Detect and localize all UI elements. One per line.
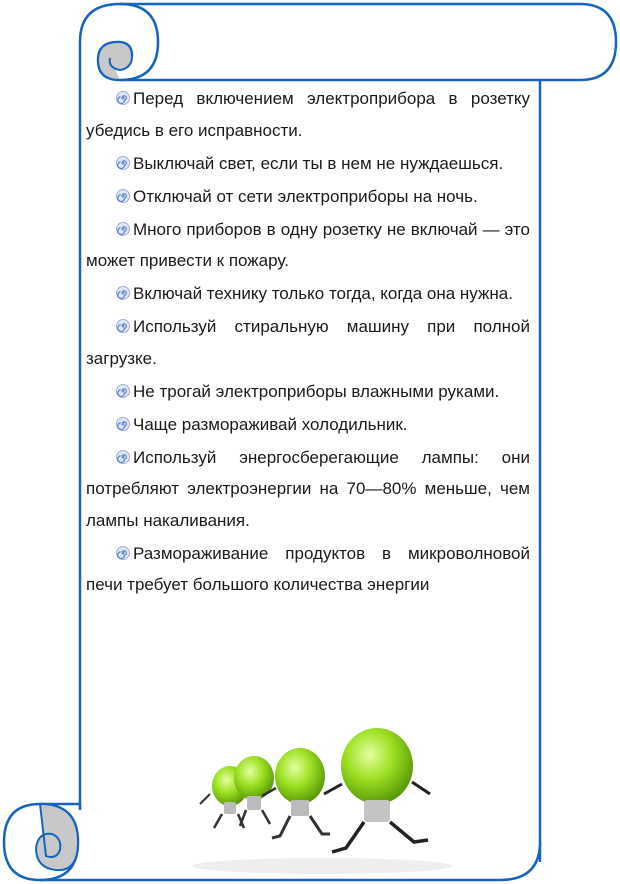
top-curl — [98, 42, 132, 80]
spiral-bullet-icon — [116, 417, 130, 431]
tip-item — [86, 311, 530, 374]
tip-text: Выключай свет, если ты в нем не нуждаешься. — [133, 153, 504, 173]
tip-text: Используй стиральную машину при полной загрузке. — [86, 317, 530, 368]
spiral-bullet-icon — [116, 384, 130, 398]
spiral-bullet-icon — [116, 546, 130, 560]
tip-text: Много приборов в одну розетку не включай — это может привести к пожару. — [86, 219, 530, 270]
tip-item — [86, 442, 530, 537]
spiral-bullet-icon — [116, 156, 130, 170]
tip-text: Чаще размораживай холодильник. — [133, 414, 408, 434]
spiral-bullet-icon — [116, 222, 130, 236]
tip-text: Перед включением электроприбора в розетку убедись в его исправности. — [86, 89, 530, 140]
tip-item — [86, 538, 530, 601]
walking-lightbulbs-illustration — [172, 728, 472, 878]
tip-text: Используй энергосберегающие лампы: они потребляют электроэнергии на 70—80% меньше, чем лампы накаливания. — [86, 447, 530, 530]
tip-text: Размораживание продуктов в микроволновой печи требует большого количества энергии — [86, 543, 530, 594]
tip-item — [86, 214, 530, 277]
scroll-top-roll — [80, 4, 616, 80]
spiral-bullet-icon — [116, 450, 130, 464]
spiral-bullet-icon — [116, 91, 130, 105]
tips-list — [86, 83, 530, 602]
lightbulb-large — [324, 728, 430, 852]
tip-text: Не трогай электроприборы влажными руками. — [133, 381, 500, 401]
tip-item — [86, 148, 530, 180]
tip-item — [86, 376, 530, 408]
spiral-bullet-icon — [116, 319, 130, 333]
tip-item — [86, 83, 530, 146]
tip-item — [86, 278, 530, 310]
tip-item — [86, 181, 530, 213]
tip-text: Включай технику только тогда, когда она нужна. — [133, 284, 513, 303]
spiral-bullet-icon — [116, 286, 130, 300]
tip-text: Отключай от сети электроприборы на ночь. — [133, 186, 478, 206]
lightbulb-medium — [262, 748, 330, 838]
spiral-bullet-icon — [116, 189, 130, 203]
tip-item — [86, 409, 530, 441]
